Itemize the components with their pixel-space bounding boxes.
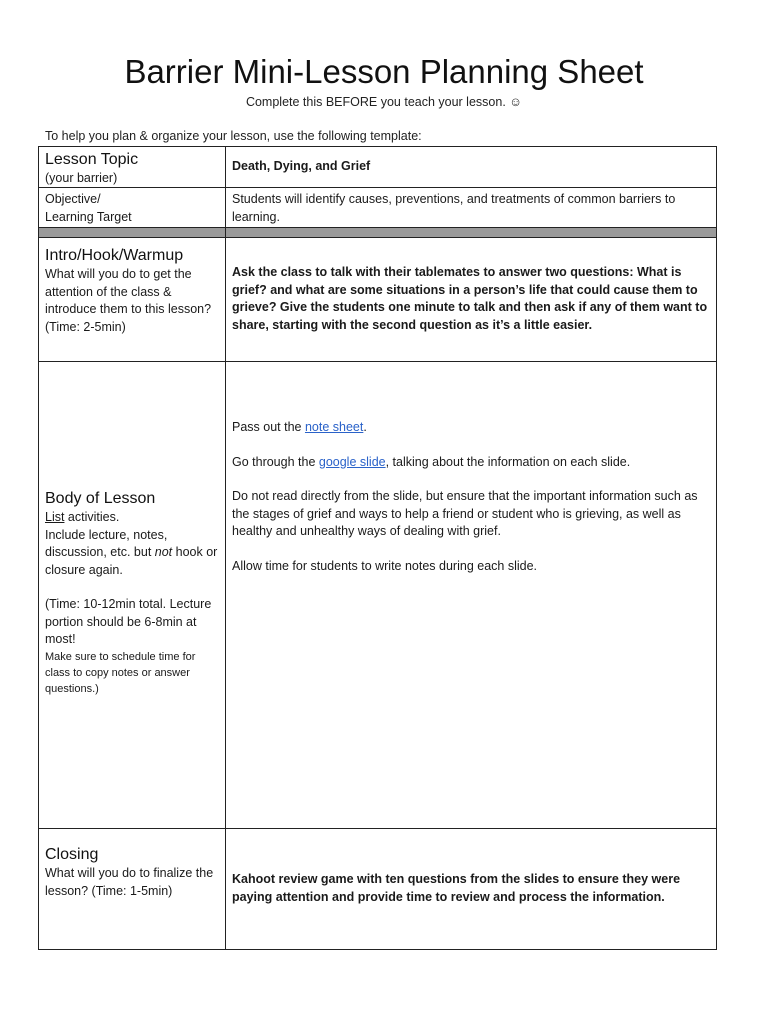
body-desc-include-b: hook or closure again. xyxy=(45,545,218,577)
lesson-topic-value: Death, Dying, and Grief xyxy=(232,159,371,174)
note-sheet-link[interactable]: note sheet xyxy=(304,420,364,434)
intro-value-cell xyxy=(226,238,717,362)
body-p3: Do not read directly from the slide, but ensure that the important information such as the stages of grief and ways to help a friend or student who is grieving, as well as healthy and unhealthy ways of dealing with grief. xyxy=(232,489,698,538)
lesson-topic-value-cell xyxy=(226,147,717,188)
page-subtitle: Complete this BEFORE you teach your lesson. ☺ xyxy=(245,95,523,109)
objective-label-cell xyxy=(39,188,226,228)
body-value-cell xyxy=(226,362,717,829)
row-separator xyxy=(39,228,717,238)
body-p4: Allow time for students to write notes during each slide. xyxy=(232,558,538,573)
objective-value-cell xyxy=(226,188,717,228)
objective-label-line1: Objective/ xyxy=(45,192,101,206)
row-body-of-lesson xyxy=(39,362,717,829)
closing-label: Closing xyxy=(45,846,99,863)
closing-label-cell xyxy=(39,829,226,950)
intro-value: Ask the class to talk with their tablemates to answer two questions: What is grief? and what are some situations in a person’s life that could cause them to grieve? Give the students one minute to talk and then ask if any of them want to share, starting with the second question as it’s a little easier. xyxy=(232,265,708,332)
body-gap-3 xyxy=(232,541,710,558)
body-desc-include xyxy=(45,527,220,580)
body-label: Body of Lesson xyxy=(45,490,156,507)
body-desc-list xyxy=(45,509,220,527)
intro-label-cell xyxy=(39,238,226,362)
intro-description: What will you do to get the attention of the class & introduce them to this lesson? (Time: 2-5min) xyxy=(45,267,212,334)
body-gap-1 xyxy=(232,437,710,454)
objective-value: Students will identify causes, preventions, and treatments of common barriers to learning. xyxy=(232,192,676,224)
page-title: Barrier Mini-Lesson Planning Sheet xyxy=(124,53,644,90)
body-desc-gap xyxy=(45,579,220,596)
planning-table xyxy=(38,146,717,950)
separator-cell-right xyxy=(226,228,717,238)
closing-value-cell xyxy=(226,829,717,950)
body-p2-after: , talking about the information on each slide. xyxy=(385,454,631,469)
body-p2-before: Go through the xyxy=(232,454,319,469)
objective-label-line2: Learning Target xyxy=(45,209,132,224)
body-desc-list-word: List xyxy=(45,510,65,524)
closing-value: Kahoot review game with ten questions from the slides to ensure they were paying attention and provide time to review and process the information. xyxy=(232,872,681,904)
row-closing xyxy=(39,829,717,950)
body-desc-include-a: Include lecture, notes, discussion, etc. but xyxy=(45,527,168,559)
separator-cell-left xyxy=(39,228,226,238)
lesson-topic-label: Lesson Topic xyxy=(45,151,139,168)
google-slide-link[interactable]: google slide xyxy=(318,454,386,469)
row-intro-hook xyxy=(39,238,717,362)
body-p2 xyxy=(232,454,710,472)
body-label-cell xyxy=(39,362,226,829)
body-p1-before: Pass out the xyxy=(232,420,305,434)
body-p1-after: . xyxy=(363,420,367,434)
lesson-topic-label-cell xyxy=(39,147,226,188)
intro-label: Intro/Hook/Warmup xyxy=(45,247,184,264)
body-gap-2 xyxy=(232,471,710,488)
row-lesson-topic xyxy=(39,147,717,188)
body-small-note: Make sure to schedule time for class to copy notes or answer questions.) xyxy=(45,650,196,695)
lesson-topic-sublabel: (your barrier) xyxy=(45,171,118,185)
body-desc-list-rest: activities. xyxy=(64,510,120,524)
intro-text: To help you plan & organize your lesson, use the following template: xyxy=(45,129,422,143)
closing-description: What will you do to finalize the lesson? (Time: 1-5min) xyxy=(45,866,214,898)
row-objective xyxy=(39,188,717,228)
body-time-note: (Time: 10-12min total. Lecture portion should be 6-8min at most! xyxy=(45,597,212,646)
body-desc-not: not xyxy=(154,545,173,559)
body-p1 xyxy=(232,419,710,437)
